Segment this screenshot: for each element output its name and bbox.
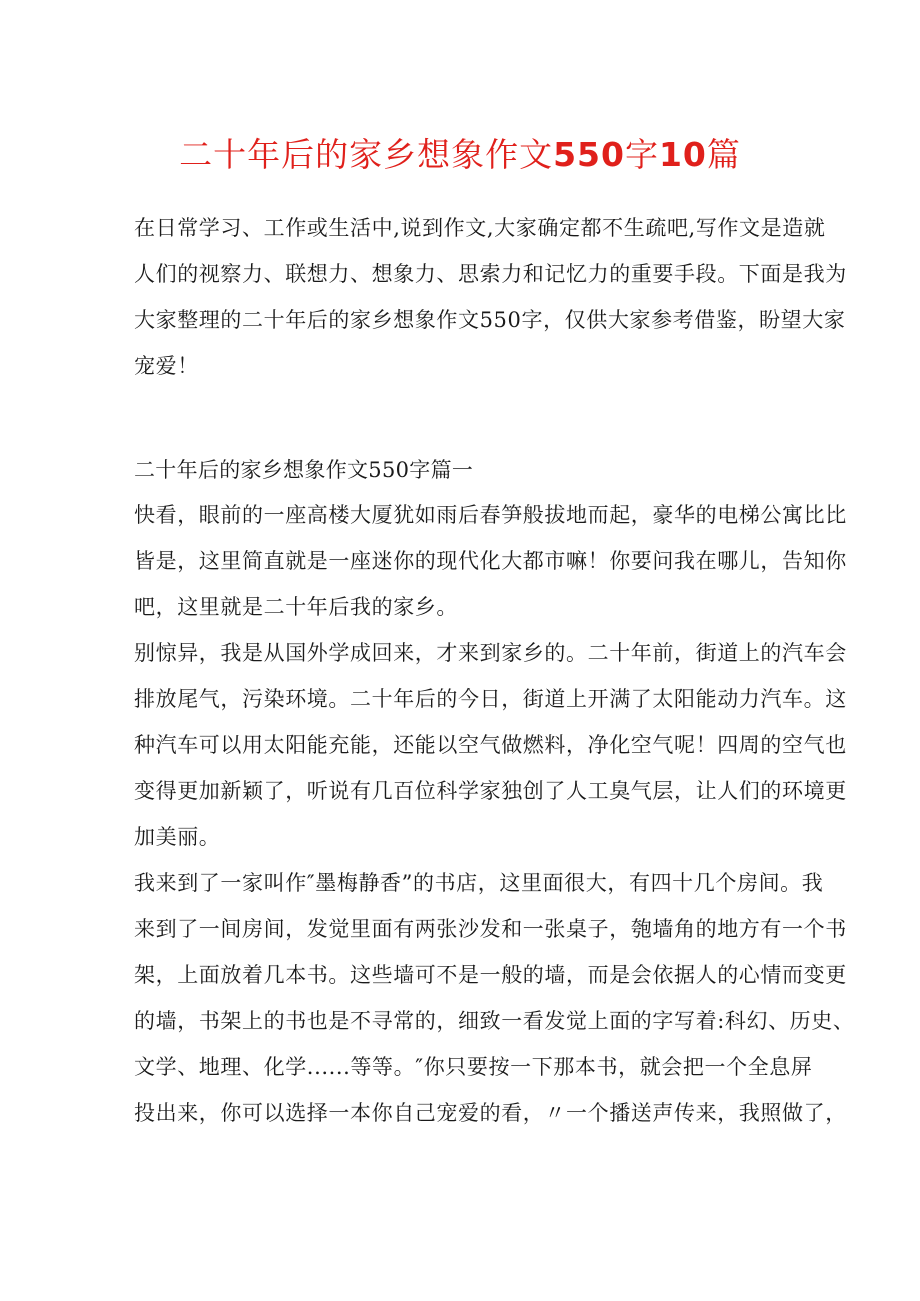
page-title bbox=[0, 130, 920, 180]
intro-line: 宠爱！ bbox=[134, 354, 199, 378]
intro-line: 人们的视察力、联想力、想象力、思索力和记忆力的重要手段。下面是我为 bbox=[134, 262, 847, 286]
essay-line: 皆是，这里简直就是一座迷你的现代化大都市嘛！你要问我在哪儿，告知你 bbox=[134, 549, 847, 573]
intro-paragraph bbox=[134, 205, 847, 389]
essay-body bbox=[134, 492, 855, 1136]
essay-line: 投出来，你可以选择一本你自己宠爱的看，〃一个播送声传来，我照做了， bbox=[134, 1101, 847, 1125]
intro-line: 在日常学习、工作或生活中,说到作文,大家确定都不生疏吧,写作文是造就 bbox=[134, 216, 826, 240]
essay-line: 架，上面放着几本书。这些墙可不是一般的墙，而是会依据人的心情而变更 bbox=[134, 963, 847, 987]
essay-line: 种汽车可以用太阳能充能，还能以空气做燃料，净化空气呢！四周的空气也 bbox=[134, 733, 847, 757]
essay-line: 吧，这里就是二十年后我的家乡。 bbox=[134, 595, 458, 619]
title-word-count: 550 bbox=[553, 135, 625, 174]
title-text-prefix: 二十年后的家乡想象作文 bbox=[179, 135, 554, 174]
essay-line: 快看，眼前的一座高楼大厦犹如雨后春笋般拔地而起，豪华的电梯公寓比比 bbox=[134, 503, 847, 527]
essay-line: 我来到了一家叫作″墨梅静香”的书店，这里面很大，有四十几个房间。我 bbox=[134, 871, 824, 895]
essay-line: 来到了一间房间，发觉里面有两张沙发和一张桌子，匏墙角的地方有一个书 bbox=[134, 917, 847, 941]
essay-line: 排放尾气，污染环境。二十年后的今日，街道上开满了太阳能动力汽车。这 bbox=[134, 687, 847, 711]
essay-line: 加美丽。 bbox=[134, 825, 221, 849]
intro-line: 大家整理的二十年后的家乡想象作文550字，仅供大家参考借鉴，盼望大家 bbox=[134, 308, 846, 332]
title-article-count: 10 bbox=[658, 135, 707, 174]
title-text-suffix: 篇 bbox=[706, 135, 741, 174]
section-heading: 二十年后的家乡想象作文550字篇一 bbox=[134, 458, 474, 482]
essay-line: 变得更加新颖了，听说有几百位科学家独创了人工臭气层，让人们的环境更 bbox=[134, 779, 847, 803]
essay-line: 别惊异，我是从国外学成回来，才来到家乡的。二十年前，街道上的汽车会 bbox=[134, 641, 847, 665]
essay-line: 文学、地理、化学......等等。″你只要按一下那本书，就会把一个全息屏 bbox=[134, 1055, 813, 1079]
title-text-mid: 字 bbox=[624, 135, 659, 174]
essay-line: 的墙，书架上的书也是不寻常的，细致一看发觉上面的字写着:科幻、历史、 bbox=[134, 1009, 855, 1033]
